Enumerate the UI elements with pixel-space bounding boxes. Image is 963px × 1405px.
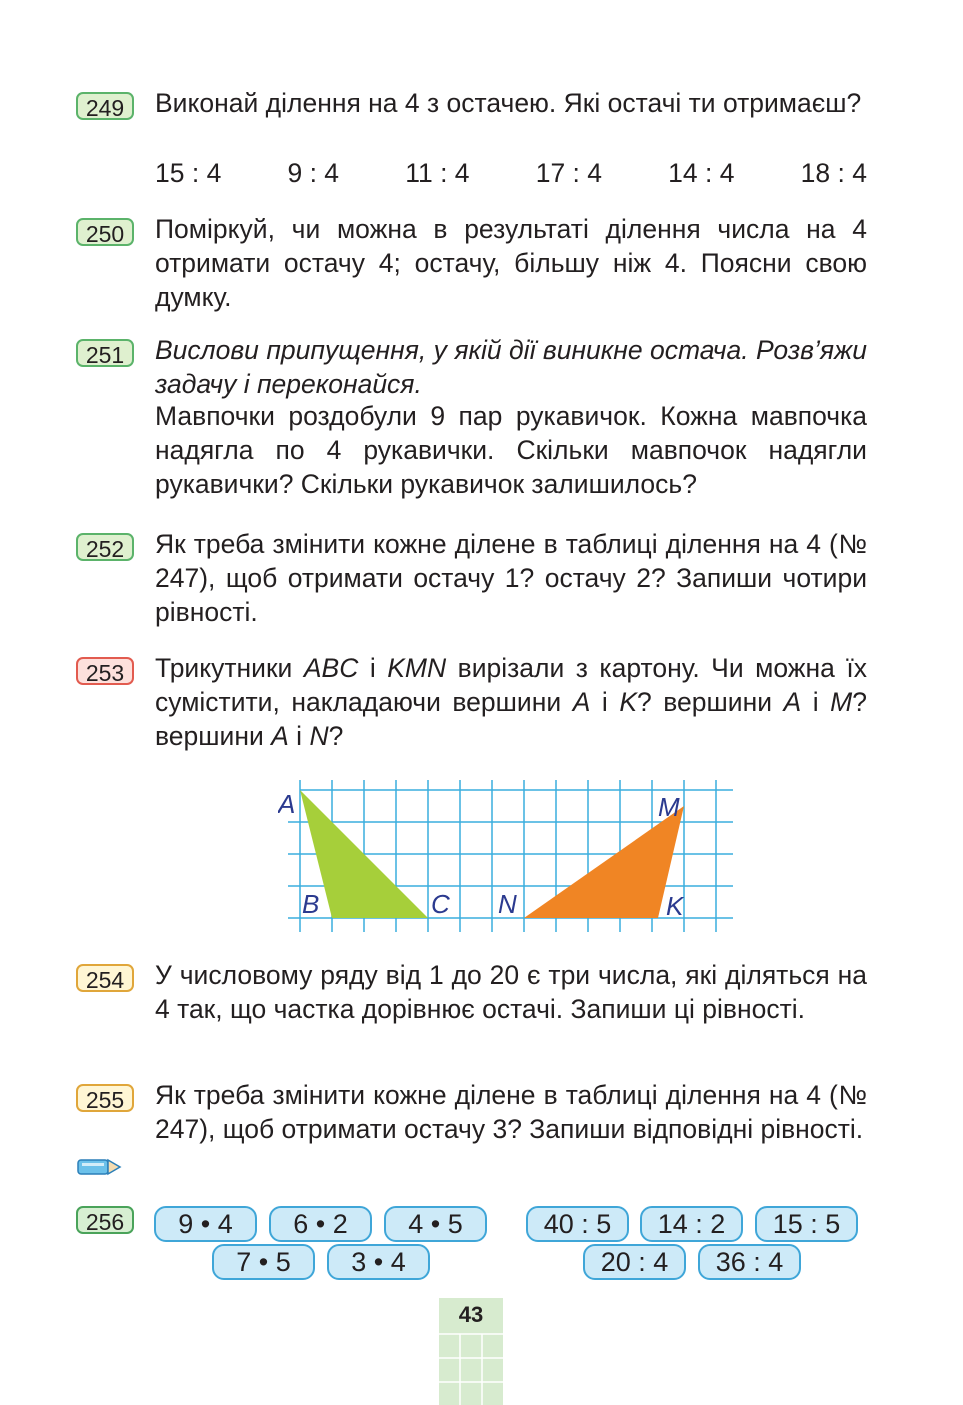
task-number-254: 254 (76, 964, 134, 992)
task-255-text: Як треба змінити кожне ділене в таблиці ділення на 4 (№ 247), щоб отримати остачу 3? Запиши відповідні рівності. (155, 1080, 867, 1144)
expression-card: 20 : 4 (583, 1244, 686, 1280)
task-254-text: У числовому ряду від 1 до 20 є три числа, які діляться на 4 так, що частка дорівнює остачі. Запиши ці рівності. (155, 960, 867, 1024)
task-252-text: Як треба змінити кожне ділене в таблиці ділення на 4 (№ 247), щоб отримати остачу 1? остачу 2? Запиши чотири рівності. (155, 529, 867, 627)
label-c: C (431, 889, 450, 919)
expression-card: 3 • 4 (327, 1244, 430, 1280)
expression: 9 : 4 (287, 158, 340, 188)
expression: 18 : 4 (800, 158, 867, 188)
label-k: K (666, 891, 684, 921)
expression-card: 9 • 4 (154, 1206, 257, 1242)
task-number-250: 250 (76, 218, 134, 246)
task-number-253: 253 (76, 657, 134, 685)
task-number-251: 251 (76, 339, 134, 367)
expression-card: 6 • 2 (269, 1206, 372, 1242)
task-251-hint: Вислови припущення, у якій дії виникне остача. Розв’яжи задачу і переконайся. (155, 335, 867, 399)
label-m: M (658, 792, 680, 822)
task-250-text: Поміркуй, чи можна в результаті ділення числа на 4 отримати остачу 4; остачу, більшу ніж 4. Поясни свою думку. (155, 214, 867, 312)
triangle-kmn (524, 806, 684, 918)
expression: 15 : 4 (155, 158, 222, 188)
expression: 14 : 4 (668, 158, 735, 188)
task-number-255: 255 (76, 1084, 134, 1112)
expression: 17 : 4 (535, 158, 603, 188)
page-number: 43 (458, 1302, 484, 1327)
task-253-text: Трикутники ABC і KMN вирізали з картону. Чи можна їх сумістити, накладаючи вершини A і K? вершини A і M? вершини A і N? (155, 653, 867, 751)
label-n: N (498, 889, 517, 919)
expression-card: 7 • 5 (212, 1244, 315, 1280)
pencil-icon (76, 1156, 122, 1183)
expression-card: 15 : 5 (755, 1206, 858, 1242)
task-249-expressions (155, 158, 867, 189)
expression-card: 36 : 4 (698, 1244, 801, 1280)
triangles-figure (278, 780, 738, 945)
task-number-256: 256 (76, 1206, 134, 1234)
label-a: A (278, 789, 296, 819)
task-number-249: 249 (76, 92, 134, 120)
label-b: B (302, 889, 320, 919)
task-249-text: Виконай ділення на 4 з остачею. Які остачі ти отримаєш? (155, 88, 862, 118)
expression-card: 40 : 5 (526, 1206, 629, 1242)
task-251-text: Мавпочки роздобули 9 пар рукавичок. Кожна мавпочка надягла по 4 рукавички. Скільки мавпочок надягли рукавички? Скільки рукавичок залишилось? (155, 401, 867, 499)
triangles-grid (278, 780, 738, 940)
task-number-252: 252 (76, 533, 134, 561)
page-number-box (439, 1298, 503, 1405)
expression-card: 4 • 5 (384, 1206, 487, 1242)
expression: 11 : 4 (405, 158, 470, 188)
expression-card: 14 : 2 (640, 1206, 743, 1242)
